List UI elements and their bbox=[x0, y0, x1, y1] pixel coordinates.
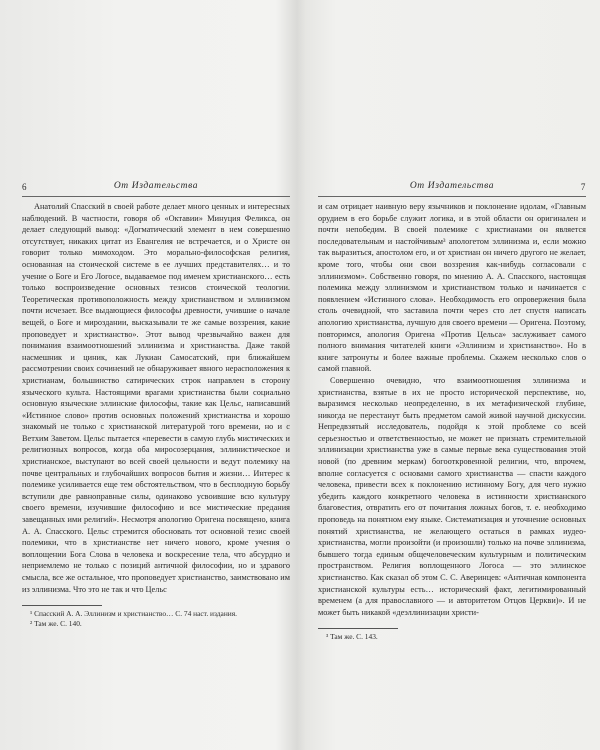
running-head-right bbox=[318, 178, 586, 197]
footnotes-right bbox=[318, 632, 586, 642]
paragraph: и сам отрицает наивную веру язычников и поклонение идолам, «Главным орудием в его борьбе служит логика, и в этой области он оригинален и почти непобедим. В своей полемике с христианами он является последовательным и настойчивым³ апологетом эллинизма и, если можно так выразиться, апостолом его, и от христиан он ничего другого не желает, кроме того, чтобы они свои воззрения как-нибудь согласовали с эллинизмом». Собственно говоря, по мнению А. А. Спасского, настоящая полемика между эллинизмом и христианством только и начинается с появлением «Истинного слова». Необходимость его опровержения была столь очевидной, что заставила почти через сто лет спустя написать апологию христианства, лучшую для своего времени — Оригена. Поэтому, повторимся, апология Оригена «Против Цельса» заслуживает самого полного внимания читателей книги «Эллинизм и христианство». Но в книге затронуты и более важные проблемы. Скажем несколько слов о самой главной. bbox=[318, 202, 586, 374]
running-head-left bbox=[22, 178, 290, 197]
left-page bbox=[22, 150, 290, 628]
page-number-right: 7 bbox=[580, 182, 586, 192]
right-page bbox=[318, 150, 586, 642]
footnote-rule-right bbox=[318, 628, 398, 629]
running-head-title-right: От Издательства bbox=[409, 181, 495, 191]
footnote: ³ Там же. С. 143. bbox=[326, 632, 378, 642]
page-number-left: 6 bbox=[22, 182, 28, 192]
running-head-title-left: От Издательства bbox=[113, 181, 199, 191]
footnote: ¹ Спасский А. А. Эллинизм и христианство… С. 74 наст. издания. bbox=[30, 609, 237, 619]
left-page-text bbox=[22, 201, 290, 595]
footnotes-left bbox=[22, 609, 290, 628]
paragraph: Анатолий Спасский в своей работе делает много ценных и интересных наблюдений. В частности, говоря об «Октавии» Минуция Феликса, он делает следующий вывод: «Догматический элемент в нем совершенно отсутствует, никаких цитат из Евангелия не встречается, и о Христе он говорит только мимоходом. Это морально-философская религия, основанная на стоической системе в ее лучших представителях… и то учение о Боге и Его Логосе, выдаваемое под именем христианского… есть только воспроизведение основных тезисов стоической теологии. Теоретическая противоположность между христианством и эллинизмом почти исчезает. Все выдающиеся философы древности, учившие о начале вещей, о Боге и мироздании, высказывали те же самые воззрения, какие проповедует и христианство». Этот вывод чрезвычайно важен для понимания взаимоотношений эллинизма и христианства. Даже такой насмешник и циник, как Лукиан Самосатский, при ближайшем рассмотрении своих сочинений не обнаруживает явного нерасположения к христианам, большинство сатирических строк направлен в сторону языческого культа. Настоящими врагами христианства были социально основную языческие эллинские философы, такие как Цельс, написавший «Истинное слово» против основных положений христианства и хорошо знакомый не только с христианской литературой того времени, но и с Ветхим Заветом. Цельс пытается «перевести в самую глубь мистических и религиозных вопросов, когда оба миросозерцания, эллинистическое и христианское, выступают во всей своей цельности и ведут полемику на почве центральных и глубочайших вопросов бытия и жизни… Интерес к полемике усиливается еще тем обстоятельством, что в бесплодную борьбу вступили две равноправные силы, одинаково усвоившие всю культуру своего времени, изучившие философию и все мистические предания завещанных ими религий». Несмотря апологию Оригена посвящено, книга А. А. Спасского. Цельс стремится обосновать тот основной тезис своей полемики, что в христианстве нет ничего нового, кроме учения о воплощении Бога Слова в человека и воскресение тела, что абсурдно и неприемлемо не только с позиций античной философии, но и здравого смысла, все же остальное, что проповедует христианство, заимствовано им из эллинизма. Что это не так и что Цельс bbox=[22, 202, 290, 594]
footnote: ² Там же. С. 140. bbox=[30, 618, 82, 628]
paragraph: Совершенно очевидно, что взаимоотношения эллинизма и христианства, взятые в их не просто исторической перспективе, но, выразимся несколько неопределенно, в их метафизической глубине, никогда не перестанут быть предметом самой живой научной дискуссии. Непредвзятый исследователь, подойдя к этой проблеме со всей серьезностью и ответственностью, не может не признать стремительной эллинизации христианства уже в самые первые века существования этой новой (по древним меркам) богооткровенной религии, что, впрочем, вполне согласуется с основами самого христианства — спасти каждого человека, привести всех к поклонению истинному Богу, для чего нужно убедить каждого конкретного человека в истинности христианского благовестия, отвратить его от почитания ложных богов, т. е. необходимо проповедь на понятном ему языке. Систематизация и уточнение основных понятий христианства, не желающего остаться в рамках иудео-христианства, могли произойти (и произошли) только на почве эллинизма, бывшего тогда единым общечеловеческим культурным и политическим пространством. Религия воплощенного Логоса — это эллинское христианство. Как сказал об этом С. С. Аверинцев: «Античная компонента христианской культуры есть… исторический факт, легитимированный временем (а для православного — и авторитетом Отцов Церкви)». И не может быть никакой «деэллинизации христи- bbox=[318, 375, 586, 617]
right-page-text bbox=[318, 201, 586, 618]
footnote-rule-left bbox=[22, 605, 102, 606]
